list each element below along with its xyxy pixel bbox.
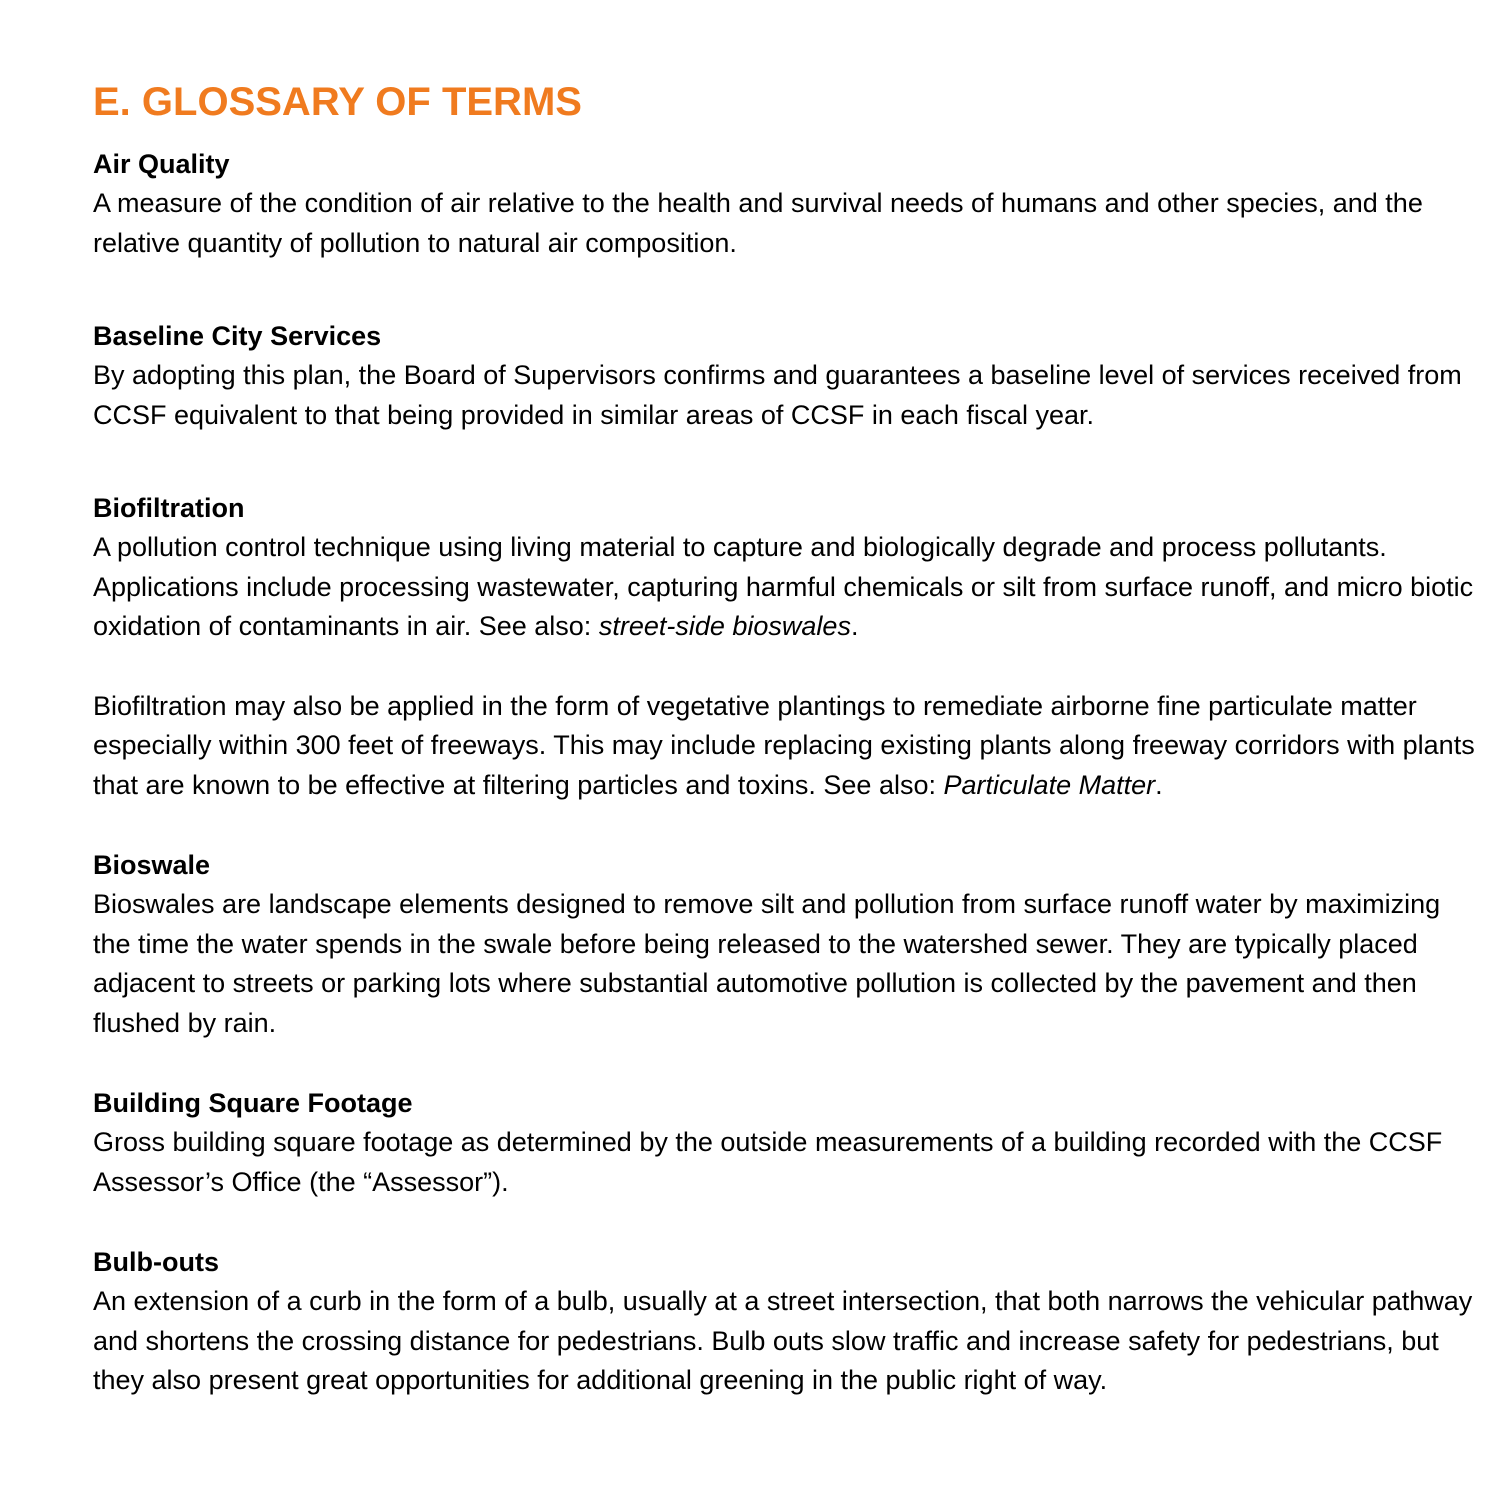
see-also-link-text: Particulate Matter [943,769,1156,800]
term-heading: Biofiltration [93,493,245,523]
glossary-entry-bioswale [93,845,1483,1043]
glossary-page [93,78,1483,1401]
definition-end: . [850,611,859,641]
term-definition: Bioswales are landscape elements designed to remove silt and pollution from surface runoff water by maximizing the time the water spends in the swale before being released to the watershed sewer. They are typically placed adjacent to streets or parking lots where substantial automotive pollution is collected by the pavement and then flushed by rain. [93,889,1441,1038]
term-definition: A measure of the condition of air relative to the health and survival needs of humans and other species, and the relative quantity of pollution to natural air composition. [93,188,1423,258]
term-definition [93,528,1483,647]
definition-text: Biofiltration may also be applied in the form of vegetative plantings to remediate airborne fine particulate matter especially within 300 feet of freeways. This may include replacing existing plants along freeway corridors with plants that are known to be effective at filtering particles and toxins. See also: [93,690,1475,800]
term-definition: Gross building square footage as determined by the outside measurements of a building recorded with the CCSF Assessor’s Office (the “Assessor”). [93,1127,1443,1197]
term-heading: Bioswale [93,850,211,880]
section-title: E. GLOSSARY OF TERMS [93,80,582,124]
definition-text: A pollution control technique using living material to capture and biologically degrade and process pollutants. Applications include processing wastewater, capturing harmful chemicals or silt from surface runoff, and micro biotic oxidation of contaminants in air. See also: [93,532,1474,641]
definition-end: . [1155,769,1163,800]
term-heading: Air Quality [93,149,230,179]
term-heading: Building Square Footage [93,1088,413,1118]
glossary-entry-building-square-footage [93,1083,1483,1202]
term-definition: By adopting this plan, the Board of Supervisors confirms and guarantees a baseline level of services received from CCSF equivalent to that being provided in similar areas of CCSF in each fiscal year. [93,360,1462,430]
term-heading: Baseline City Services [93,321,382,351]
glossary-entry-biofiltration [93,488,1483,805]
glossary-entry-bulb-outs [93,1242,1483,1401]
term-heading: Bulb-outs [93,1247,219,1277]
term-definition: An extension of a curb in the form of a bulb, usually at a street intersection, that both narrows the vehicular pathway and shortens the crossing distance for pedestrians. Bulb outs slow traffic and increase safety for pedestrians, but they also present great opportunities for additional greening in the public right of way. [93,1286,1473,1395]
see-also-link-text: street-side bioswales [598,611,851,641]
term-definition-paragraph-2 [93,687,1483,806]
glossary-entry-baseline-city-services [93,316,1483,435]
glossary-entry-air-quality [93,144,1483,263]
